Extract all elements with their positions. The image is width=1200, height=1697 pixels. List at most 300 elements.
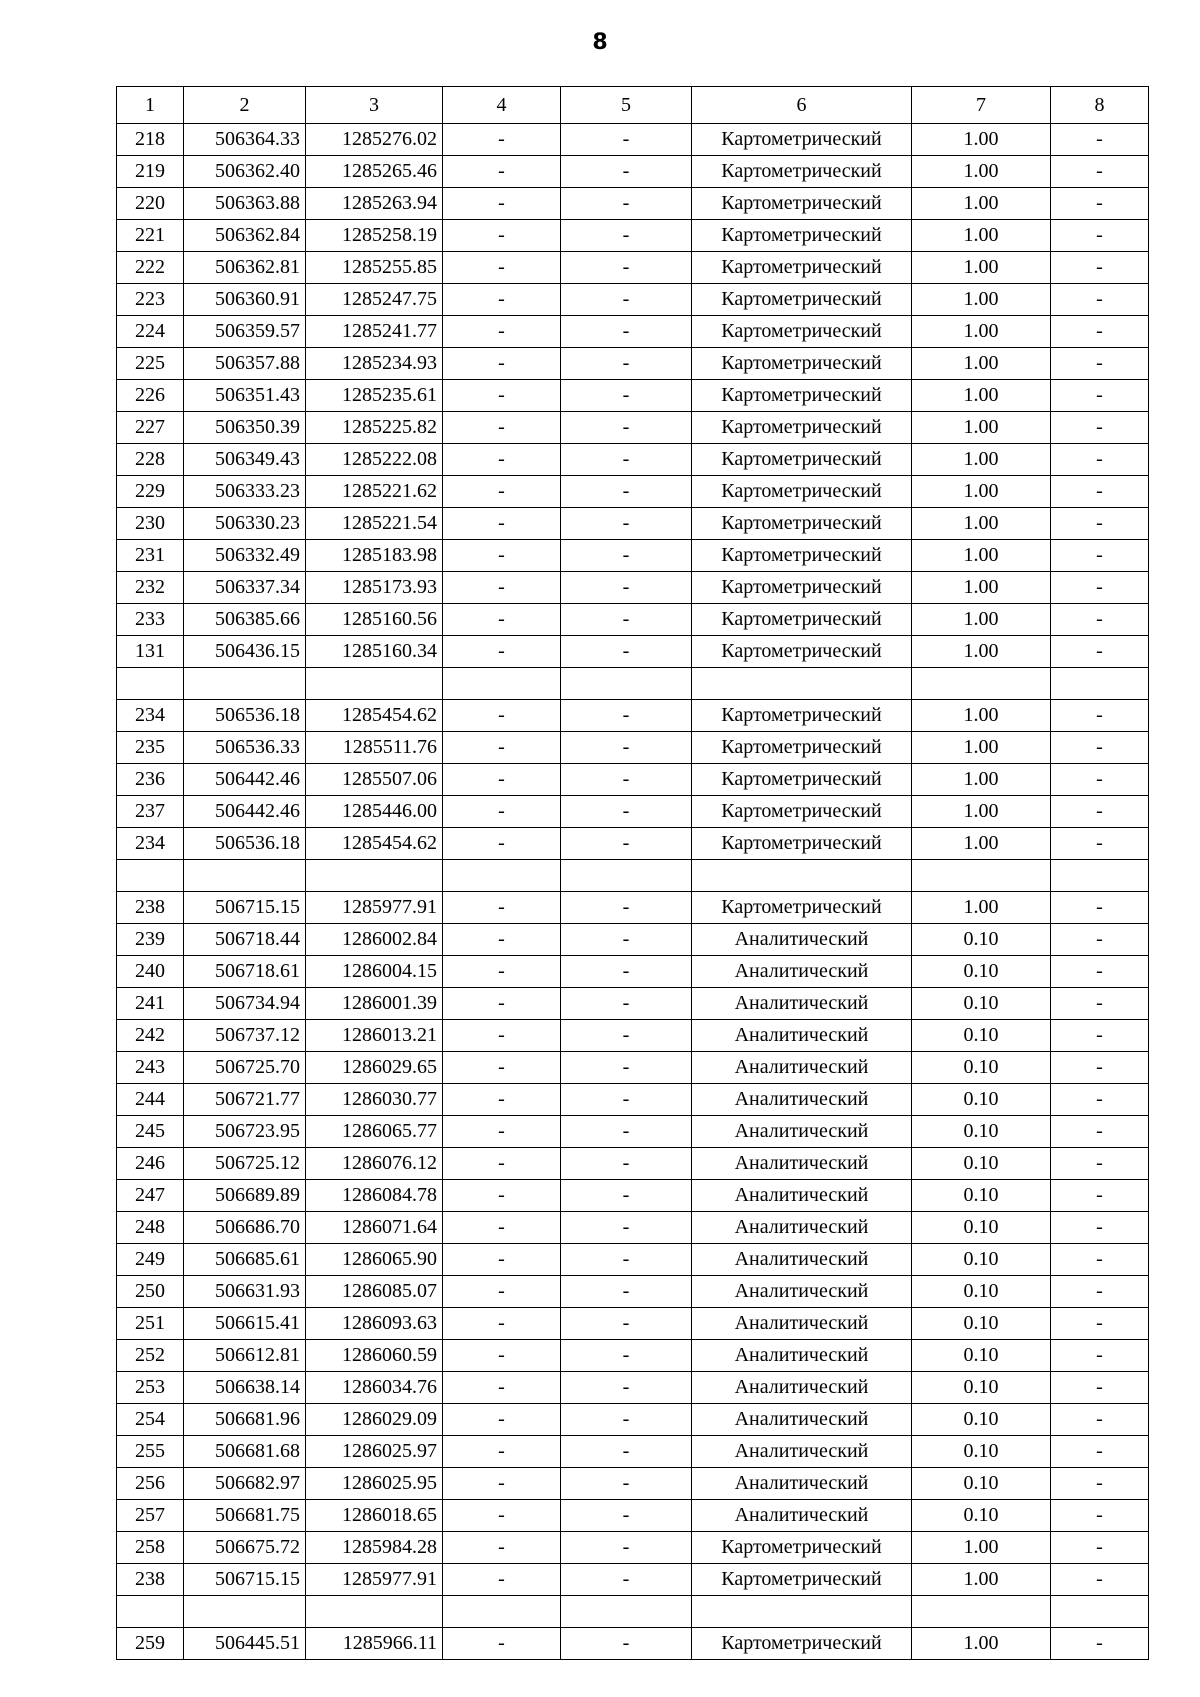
cell-col-8: - [1051,412,1149,444]
cell-coord-y: 1286071.64 [306,1212,443,1244]
cell-coord-y: 1286001.39 [306,988,443,1020]
cell-col-4: - [443,924,561,956]
cell-col-4: - [443,1532,561,1564]
cell-col-5: - [561,764,692,796]
cell-coord-x: 506615.41 [184,1308,306,1340]
table-row [117,156,1149,188]
column-header: 8 [1051,87,1149,124]
cell-col-5: - [561,124,692,156]
cell-point-number: 238 [117,892,184,924]
cell-point-number: 242 [117,1020,184,1052]
table-row [117,508,1149,540]
cell-accuracy: 1.00 [912,156,1051,188]
cell-coord-y: 1285977.91 [306,1564,443,1596]
table-row [117,540,1149,572]
cell-coord-x: 506675.72 [184,1532,306,1564]
table-row [117,1340,1149,1372]
table-row [117,1404,1149,1436]
table-row [117,444,1149,476]
table-row [117,476,1149,508]
cell-method: Аналитический [692,1276,912,1308]
cell-point-number: 240 [117,956,184,988]
cell-coord-x: 506689.89 [184,1180,306,1212]
cell-accuracy: 0.10 [912,1212,1051,1244]
coordinates-table [116,86,1149,1660]
cell-coord-x: 506362.81 [184,252,306,284]
cell-accuracy: 1.00 [912,316,1051,348]
cell-coord-y: 1286034.76 [306,1372,443,1404]
cell-col-4: - [443,1308,561,1340]
cell-col-4: - [443,188,561,220]
cell-method: Картометрический [692,508,912,540]
cell-coord-y [306,668,443,700]
cell-method: Картометрический [692,316,912,348]
cell-col-8: - [1051,1404,1149,1436]
cell-col-8: - [1051,1628,1149,1660]
cell-col-8: - [1051,764,1149,796]
cell-col-5: - [561,1372,692,1404]
cell-col-5: - [561,732,692,764]
cell-point-number: 231 [117,540,184,572]
cell-method: Картометрический [692,828,912,860]
cell-method: Картометрический [692,572,912,604]
cell-col-4 [443,1596,561,1628]
cell-coord-y: 1286025.97 [306,1436,443,1468]
cell-col-5: - [561,220,692,252]
cell-method: Картометрический [692,636,912,668]
cell-col-8: - [1051,124,1149,156]
cell-col-8: - [1051,796,1149,828]
cell-point-number: 227 [117,412,184,444]
cell-point-number: 225 [117,348,184,380]
cell-col-5: - [561,1564,692,1596]
cell-accuracy: 1.00 [912,636,1051,668]
cell-col-4: - [443,316,561,348]
cell-col-5: - [561,1404,692,1436]
cell-accuracy: 0.10 [912,1084,1051,1116]
cell-accuracy: 1.00 [912,796,1051,828]
cell-point-number: 248 [117,1212,184,1244]
cell-method: Аналитический [692,1148,912,1180]
cell-coord-x: 506681.96 [184,1404,306,1436]
cell-coord-y: 1286002.84 [306,924,443,956]
cell-col-5: - [561,1180,692,1212]
cell-col-8: - [1051,732,1149,764]
cell-method: Аналитический [692,1340,912,1372]
cell-coord-y: 1285160.34 [306,636,443,668]
cell-col-4: - [443,1564,561,1596]
cell-coord-x: 506631.93 [184,1276,306,1308]
cell-method: Картометрический [692,124,912,156]
cell-col-4: - [443,1500,561,1532]
cell-accuracy: 1.00 [912,220,1051,252]
cell-coord-y: 1286093.63 [306,1308,443,1340]
cell-coord-y: 1285234.93 [306,348,443,380]
cell-col-8: - [1051,636,1149,668]
table-row [117,412,1149,444]
cell-accuracy: 1.00 [912,444,1051,476]
cell-point-number: 245 [117,1116,184,1148]
cell-coord-y: 1286030.77 [306,1084,443,1116]
cell-col-4: - [443,412,561,444]
cell-col-8: - [1051,572,1149,604]
cell-point-number: 257 [117,1500,184,1532]
cell-col-4: - [443,1628,561,1660]
cell-col-5: - [561,604,692,636]
cell-coord-y: 1285263.94 [306,188,443,220]
cell-coord-x: 506337.34 [184,572,306,604]
cell-coord-y: 1285511.76 [306,732,443,764]
cell-accuracy: 1.00 [912,1532,1051,1564]
column-header: 6 [692,87,912,124]
cell-point-number: 252 [117,1340,184,1372]
table-row [117,1180,1149,1212]
cell-accuracy: 1.00 [912,572,1051,604]
cell-coord-y: 1285173.93 [306,572,443,604]
cell-col-5: - [561,476,692,508]
cell-accuracy: 0.10 [912,1148,1051,1180]
cell-col-4: - [443,572,561,604]
cell-col-8: - [1051,444,1149,476]
cell-col-5: - [561,1148,692,1180]
cell-point-number: 232 [117,572,184,604]
cell-col-4: - [443,636,561,668]
cell-method: Аналитический [692,924,912,956]
cell-coord-y: 1285160.56 [306,604,443,636]
cell-coord-x: 506536.33 [184,732,306,764]
table-row-empty [117,860,1149,892]
cell-col-8: - [1051,1084,1149,1116]
cell-point-number: 249 [117,1244,184,1276]
cell-coord-y: 1286029.09 [306,1404,443,1436]
cell-col-8: - [1051,892,1149,924]
cell-method: Картометрический [692,1628,912,1660]
cell-accuracy: 0.10 [912,956,1051,988]
column-header: 2 [184,87,306,124]
cell-point-number: 238 [117,1564,184,1596]
cell-method: Аналитический [692,956,912,988]
cell-coord-x: 506385.66 [184,604,306,636]
cell-point-number: 237 [117,796,184,828]
cell-point-number: 255 [117,1436,184,1468]
cell-point-number: 258 [117,1532,184,1564]
cell-method: Аналитический [692,1052,912,1084]
column-header: 4 [443,87,561,124]
cell-point-number: 219 [117,156,184,188]
cell-method: Картометрический [692,476,912,508]
cell-col-4: - [443,1468,561,1500]
cell-col-5: - [561,924,692,956]
cell-col-4: - [443,284,561,316]
cell-point-number: 224 [117,316,184,348]
cell-col-4: - [443,1116,561,1148]
cell-accuracy: 1.00 [912,1564,1051,1596]
table-row-empty [117,1596,1149,1628]
cell-col-8: - [1051,956,1149,988]
table-row [117,124,1149,156]
cell-point-number: 244 [117,1084,184,1116]
cell-col-8: - [1051,540,1149,572]
cell-coord-x [184,860,306,892]
cell-accuracy: 1.00 [912,892,1051,924]
cell-coord-x: 506362.40 [184,156,306,188]
cell-method: Картометрический [692,732,912,764]
column-header: 1 [117,87,184,124]
cell-accuracy: 0.10 [912,1372,1051,1404]
cell-col-4: - [443,220,561,252]
cell-coord-y: 1286013.21 [306,1020,443,1052]
cell-col-8: - [1051,1116,1149,1148]
cell-point-number: 218 [117,124,184,156]
cell-col-5: - [561,156,692,188]
cell-accuracy: 0.10 [912,1052,1051,1084]
cell-method: Картометрический [692,188,912,220]
cell-method: Картометрический [692,540,912,572]
cell-coord-x: 506332.49 [184,540,306,572]
cell-col-8: - [1051,188,1149,220]
cell-col-4: - [443,380,561,412]
cell-col-8: - [1051,1564,1149,1596]
cell-col-4: - [443,444,561,476]
cell-col-5: - [561,572,692,604]
cell-accuracy: 1.00 [912,732,1051,764]
cell-method: Картометрический [692,252,912,284]
cell-point-number: 241 [117,988,184,1020]
cell-col-5: - [561,540,692,572]
cell-col-8: - [1051,604,1149,636]
cell-col-8: - [1051,284,1149,316]
cell-col-4: - [443,1276,561,1308]
cell-method: Картометрический [692,156,912,188]
cell-col-4: - [443,348,561,380]
cell-coord-x: 506351.43 [184,380,306,412]
cell-point-number: 235 [117,732,184,764]
cell-coord-y: 1285221.62 [306,476,443,508]
page-number: 8 [592,30,608,55]
cell-coord-y: 1285241.77 [306,316,443,348]
cell-coord-x: 506363.88 [184,188,306,220]
cell-col-4: - [443,1244,561,1276]
cell-col-5: - [561,348,692,380]
cell-method: Картометрический [692,348,912,380]
cell-point-number: 254 [117,1404,184,1436]
cell-method: Картометрический [692,380,912,412]
cell-coord-x: 506359.57 [184,316,306,348]
cell-col-8: - [1051,1308,1149,1340]
cell-coord-y: 1285454.62 [306,700,443,732]
cell-coord-x: 506536.18 [184,828,306,860]
table-row [117,1468,1149,1500]
cell-col-4: - [443,604,561,636]
table-row [117,700,1149,732]
cell-coord-y: 1285225.82 [306,412,443,444]
cell-col-8 [1051,1596,1149,1628]
cell-col-5: - [561,1020,692,1052]
cell-method: Картометрический [692,604,912,636]
cell-coord-x: 506721.77 [184,1084,306,1116]
table-row [117,732,1149,764]
cell-coord-y: 1286004.15 [306,956,443,988]
cell-coord-y: 1285235.61 [306,380,443,412]
cell-col-4: - [443,1340,561,1372]
cell-col-4: - [443,1148,561,1180]
cell-accuracy: 1.00 [912,604,1051,636]
cell-accuracy [912,1596,1051,1628]
cell-col-8: - [1051,1468,1149,1500]
cell-col-5: - [561,1276,692,1308]
cell-col-8: - [1051,1436,1149,1468]
table-row [117,348,1149,380]
cell-method: Аналитический [692,1436,912,1468]
cell-accuracy: 1.00 [912,412,1051,444]
cell-coord-x: 506682.97 [184,1468,306,1500]
cell-col-8: - [1051,1340,1149,1372]
cell-method: Аналитический [692,1084,912,1116]
cell-point-number: 223 [117,284,184,316]
cell-method: Картометрический [692,284,912,316]
cell-col-4: - [443,1020,561,1052]
cell-col-4: - [443,732,561,764]
cell-point-number: 250 [117,1276,184,1308]
cell-point-number: 220 [117,188,184,220]
cell-col-5: - [561,1244,692,1276]
cell-col-4: - [443,124,561,156]
cell-coord-y [306,860,443,892]
cell-point-number: 251 [117,1308,184,1340]
cell-point-number: 246 [117,1148,184,1180]
cell-col-4: - [443,1404,561,1436]
table-row [117,1276,1149,1308]
cell-point-number: 230 [117,508,184,540]
cell-coord-x: 506362.84 [184,220,306,252]
cell-coord-x: 506725.12 [184,1148,306,1180]
cell-point-number: 259 [117,1628,184,1660]
cell-col-4: - [443,1212,561,1244]
cell-col-5: - [561,636,692,668]
cell-accuracy: 1.00 [912,540,1051,572]
cell-col-5: - [561,988,692,1020]
table-row [117,1084,1149,1116]
cell-accuracy: 0.10 [912,1436,1051,1468]
cell-accuracy [912,860,1051,892]
cell-coord-y [306,1596,443,1628]
cell-coord-y: 1286065.77 [306,1116,443,1148]
cell-coord-x: 506612.81 [184,1340,306,1372]
cell-col-8: - [1051,1052,1149,1084]
cell-col-8: - [1051,924,1149,956]
cell-method: Аналитический [692,1500,912,1532]
table-row [117,220,1149,252]
cell-col-8: - [1051,1020,1149,1052]
cell-col-5: - [561,1084,692,1116]
cell-coord-y: 1286018.65 [306,1500,443,1532]
table-row [117,988,1149,1020]
cell-accuracy [912,668,1051,700]
cell-coord-y: 1286065.90 [306,1244,443,1276]
cell-accuracy: 1.00 [912,284,1051,316]
cell-accuracy: 1.00 [912,188,1051,220]
cell-col-4: - [443,1372,561,1404]
cell-col-5: - [561,700,692,732]
cell-accuracy: 1.00 [912,508,1051,540]
cell-coord-y: 1286060.59 [306,1340,443,1372]
cell-col-4: - [443,828,561,860]
cell-point-number: 234 [117,700,184,732]
cell-col-8: - [1051,1276,1149,1308]
column-header: 7 [912,87,1051,124]
cell-coord-x: 506536.18 [184,700,306,732]
cell-col-8: - [1051,1372,1149,1404]
table-row [117,1564,1149,1596]
cell-method: Аналитический [692,1180,912,1212]
cell-point-number: 243 [117,1052,184,1084]
cell-coord-x: 506442.46 [184,764,306,796]
cell-col-8: - [1051,1532,1149,1564]
cell-col-5: - [561,444,692,476]
cell-point-number: 236 [117,764,184,796]
table-row [117,1212,1149,1244]
cell-col-8: - [1051,252,1149,284]
table-row [117,1308,1149,1340]
cell-col-4: - [443,1180,561,1212]
cell-coord-x: 506442.46 [184,796,306,828]
table-header-row [117,87,1149,124]
cell-coord-x: 506725.70 [184,1052,306,1084]
cell-coord-x: 506681.75 [184,1500,306,1532]
table-row [117,1500,1149,1532]
cell-coord-x: 506718.61 [184,956,306,988]
table-row [117,316,1149,348]
cell-col-5: - [561,1468,692,1500]
cell-col-5: - [561,412,692,444]
cell-coord-x [184,1596,306,1628]
cell-col-8: - [1051,1180,1149,1212]
table-row [117,572,1149,604]
cell-coord-x: 506734.94 [184,988,306,1020]
cell-col-8: - [1051,1500,1149,1532]
cell-accuracy: 0.10 [912,1308,1051,1340]
table-row [117,284,1149,316]
cell-coord-y: 1285183.98 [306,540,443,572]
cell-point-number: 229 [117,476,184,508]
cell-col-8: - [1051,700,1149,732]
cell-accuracy: 0.10 [912,1116,1051,1148]
cell-point-number [117,1596,184,1628]
cell-col-5: - [561,1628,692,1660]
cell-col-5: - [561,380,692,412]
cell-col-4: - [443,956,561,988]
cell-col-4: - [443,796,561,828]
cell-col-5: - [561,1436,692,1468]
cell-coord-x: 506737.12 [184,1020,306,1052]
cell-coord-y: 1285984.28 [306,1532,443,1564]
cell-coord-y: 1286084.78 [306,1180,443,1212]
cell-col-4: - [443,156,561,188]
cell-coord-x: 506436.15 [184,636,306,668]
cell-col-5: - [561,1212,692,1244]
cell-col-8: - [1051,988,1149,1020]
cell-col-5 [561,1596,692,1628]
cell-point-number: 222 [117,252,184,284]
cell-coord-y: 1286085.07 [306,1276,443,1308]
column-header: 5 [561,87,692,124]
cell-method: Картометрический [692,1532,912,1564]
table-row [117,1020,1149,1052]
cell-method: Картометрический [692,764,912,796]
cell-coord-x: 506686.70 [184,1212,306,1244]
cell-col-5: - [561,956,692,988]
cell-accuracy: 1.00 [912,476,1051,508]
